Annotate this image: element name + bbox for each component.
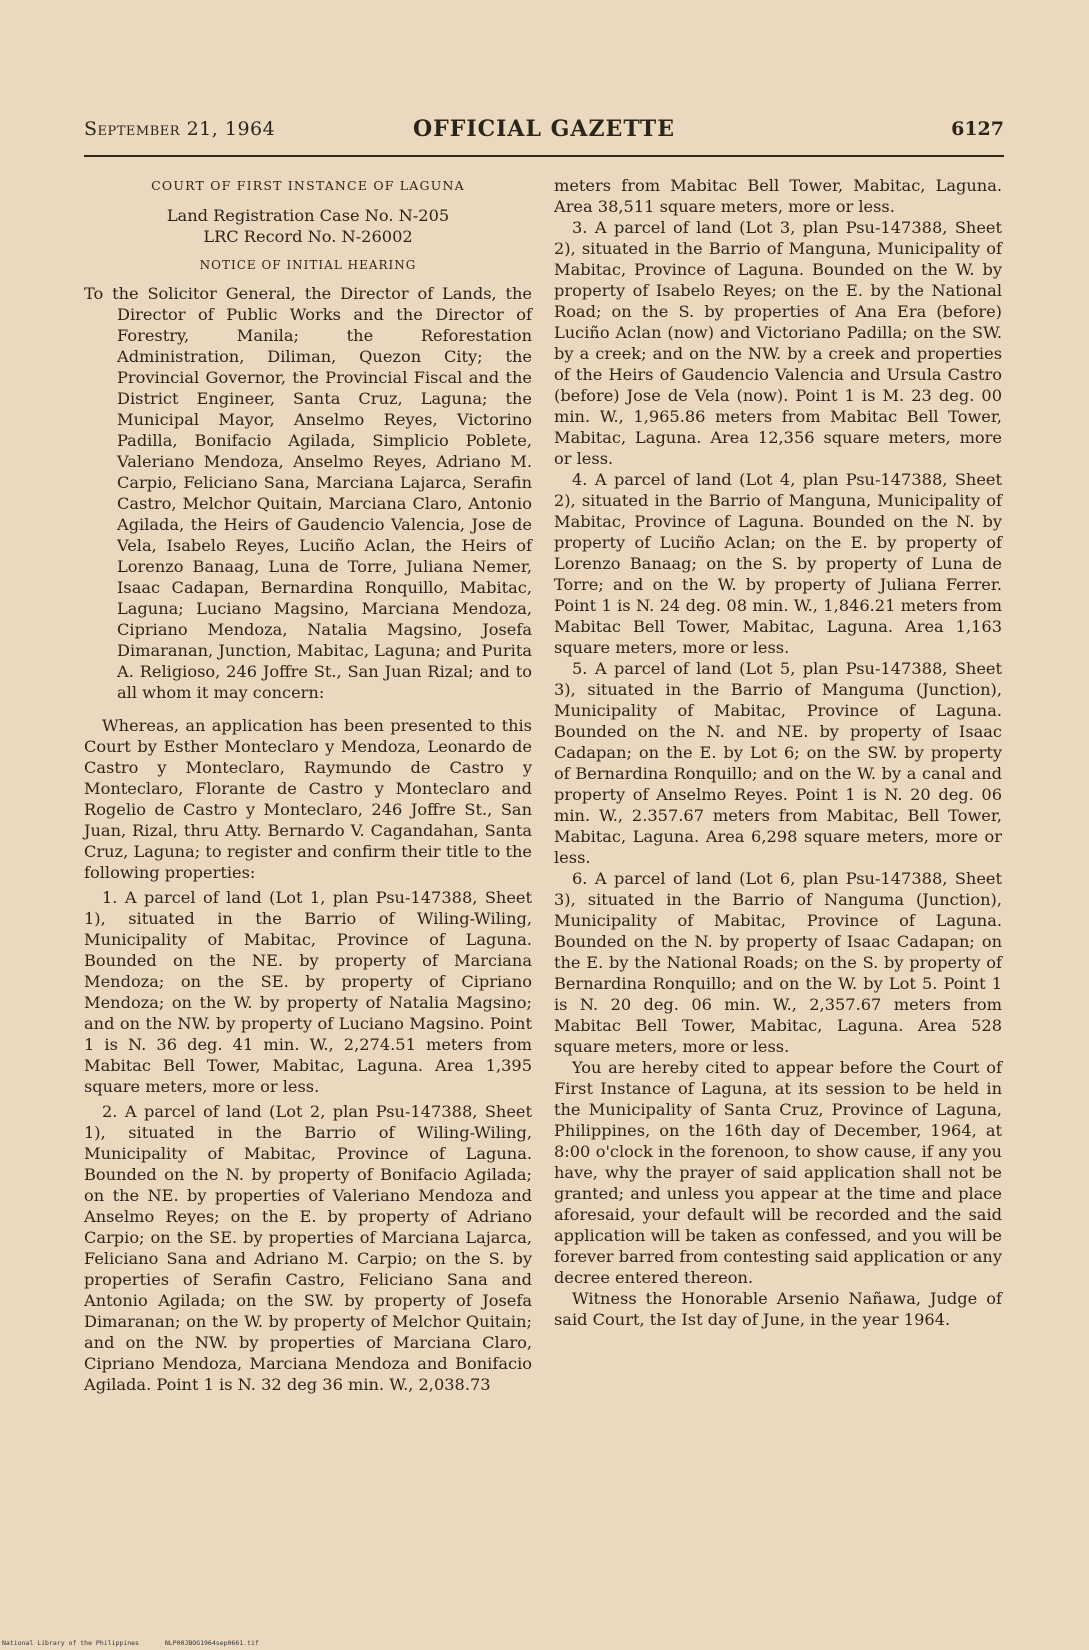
parcel-5-paragraph: 5. A parcel of land (Lot 5, plan Psu-147388, Sheet 3), situated in the Barrio of Manguma (Junction), Municipality of Mabitac, Province of Laguna. Bounded on the N. and NE. by property of Isaac Cadapan; on the E. by Lot 6; on the SW. by property of Bernardina Ronquillo; and on the W. by a canal and property of Anselmo Reyes. Point 1 is N. 20 deg. 06 min. W., 2.357.67 meters from Mabitac, Bell Tower, Mabitac, Laguna. Area 6,298 square meters, more or less. (554, 659, 1002, 867)
parcel-1-paragraph: 1. A parcel of land (Lot 1, plan Psu-147388, Sheet 1), situated in the Barrio of Wiling-Wiling, Municipality of Mabitac, Province of Laguna. Bounded on the NE. by property of Marciana Mendoza; on the SE. by property of Cipriano Mendoza; on the W. by property of Natalia Magsino; and on the NW. by property of Luciano Magsino. Point 1 is N. 36 deg. 41 min. W., 2,274.51 meters from Mabitac Bell Tower, Mabitac, Laguna. Area 1,395 square meters, more or less. (84, 888, 532, 1096)
publication-title: OFFICIAL GAZETTE (412, 116, 676, 142)
parcel-2-paragraph: 2. A parcel of land (Lot 2, plan Psu-147388, Sheet 1), situated in the Barrio of Wiling-Wiling, Municipality of Mabitac, Province of Laguna. Bounded on the N. by property of Bonifacio Agilada; on the NE. by properties of Valeriano Mendoza and Anselmo Reyes; on the E. by property of Adriano Carpio; on the SE. by properties of Marciana Lajarca, Feliciano Sana and Adriano M. Carpio; on the S. by properties of Serafin Castro, Feliciano Sana and Antonio Agilada; on the SW. by property of Josefa Dimaranan; on the W. by property of Melchor Quitain; and on the NW. by properties of Marciana Claro, Cipriano Mendoza, Marciana Mendoza and Bonifacio Agilada. Point 1 is N. 32 deg 36 min. W., 2,038.73 (84, 1102, 532, 1394)
parcel-2-continuation: meters from Mabitac Bell Tower, Mabitac, Laguna. Area 38,511 square meters, more or less. (554, 176, 1002, 216)
notice-title: NOTICE OF INITIAL HEARING (199, 258, 417, 272)
issue-date: September 21, 1964 (84, 118, 276, 140)
left-column (84, 175, 532, 1395)
addressee-paragraph: To the Solicitor General, the Director of Lands, the Director of Public Works and the Director of Forestry, Manila; the Reforestation Administration, Diliman, Quezon City; the Provincial Governor, the Provincial Fiscal and the District Engineer, Santa Cruz, Laguna; the Municipal Mayor, Anselmo Reyes, Victorino Padilla, Bonifacio Agilada, Simplicio Poblete, Valeriano Mendoza, Anselmo Reyes, Adriano M. Carpio, Feliciano Sana, Marciana Lajarca, Serafin Castro, Melchor Quitain, Marciana Claro, Antonio Agilada, the Heirs of Gaudencio Valencia, Jose de Vela, Isabelo Reyes, Luciño Aclan, the Heirs of Lorenzo Banaag, Luna de Torre, Juliana Nemer, Isaac Cadapan, Bernardina Ronquillo, Mabitac, Laguna; Luciano Magsino, Marciana Mendoza, Cipriano Mendoza, Natalia Magsino, Josefa Dimaranan, Junction, Mabitac, Laguna; and Purita A. Religioso, 246 Joffre St., San Juan Rizal; and to all whom it may concern: (84, 284, 533, 702)
scan-filename: NLP00JBOG1964sep0661.tif (164, 1639, 259, 1647)
scan-footer (2, 1639, 281, 1647)
record-number: LRC Record No. N-26002 (203, 227, 413, 246)
court-heading: COURT OF FIRST INSTANCE OF LAGUNA (151, 178, 465, 193)
parcel-3-paragraph: 3. A parcel of land (Lot 3, plan Psu-147388, Sheet 2), situated in the Barrio of Manguna, Municipality of Mabitac, Province of Laguna. Bounded on the W. by property of Isabelo Reyes; on the E. by the National Road; on the S. by properties of Ana Era (before) Luciño Aclan (now) and Victoriano Padilla; on the SW. by a creek; and on the NW. by a creek and properties of the Heirs of Gaudencio Valencia and Ursula Castro (before) Jose de Vela (now). Point 1 is M. 23 deg. 00 min. W., 1,965.86 meters from Mabitac Bell Tower, Mabitac, Laguna. Area 12,356 square meters, more or less. (554, 218, 1002, 468)
page-number: 6127 (951, 118, 1004, 140)
citation-paragraph: You are hereby cited to appear before the Court of First Instance of Laguna, at its session to be held in the Municipality of Santa Cruz, Province of Laguna, Philippines, on the 16th day of December, 1964, at 8:00 o'clock in the forenoon, to show cause, if any you have, why the prayer of said application shall not be granted; and unless you appear at the time and place aforesaid, your default will be recorded and the said application will be taken as confessed, and you will be forever barred from contesting said application or any decree entered thereon. (554, 1058, 1002, 1287)
right-column (554, 175, 1002, 1330)
case-number: Land Registration Case No. N-205 (166, 206, 450, 225)
parcel-6-paragraph: 6. A parcel of land (Lot 6, plan Psu-147388, Sheet 3), situated in the Barrio of Nanguma (Junction), Municipality of Mabitac, Province of Laguna. Bounded on the N. by property of Isaac Cadapan; on the E. by the National Roads; on the S. by property of Bernardina Ronquillo; and on the W. by Lot 5. Point 1 is N. 20 deg. 06 min. W., 2,357.67 meters from Mabitac Bell Tower, Mabitac, Laguna. Area 528 square meters, more or less. (554, 869, 1002, 1056)
library-credit: National Library of the Philippines (2, 1639, 139, 1647)
header-rule (84, 155, 1004, 157)
page-header (84, 118, 1004, 148)
whereas-paragraph: Whereas, an application has been presented to this Court by Esther Monteclaro y Mendoza, Leonardo de Castro y Monteclaro, Raymundo de Castro y Monteclaro, Florante de Castro y Monteclaro and Rogelio de Castro y Monteclaro, 246 Joffre St., San Juan, Rizal, thru Atty. Bernardo V. Cagandahan, Santa Cruz, Laguna; to register and confirm their title to the following properties: (84, 716, 532, 882)
witness-paragraph: Witness the Honorable Arsenio Nañawa, Judge of said Court, the Ist day of June, in the year 1964. (554, 1289, 1002, 1329)
parcel-4-paragraph: 4. A parcel of land (Lot 4, plan Psu-147388, Sheet 2), situated in the Barrio of Manguna, Municipality of Mabitac, Province of Laguna. Bounded on the N. by property of Luciño Aclan; on the E. by property of Lorenzo Banaag; on the S. by property of Luna de Torre; and on the W. by property of Juliana Ferrer. Point 1 is N. 24 deg. 08 min. W., 1,846.21 meters from Mabitac Bell Tower, Mabitac, Laguna. Area 1,163 square meters, more or less. (554, 470, 1002, 657)
